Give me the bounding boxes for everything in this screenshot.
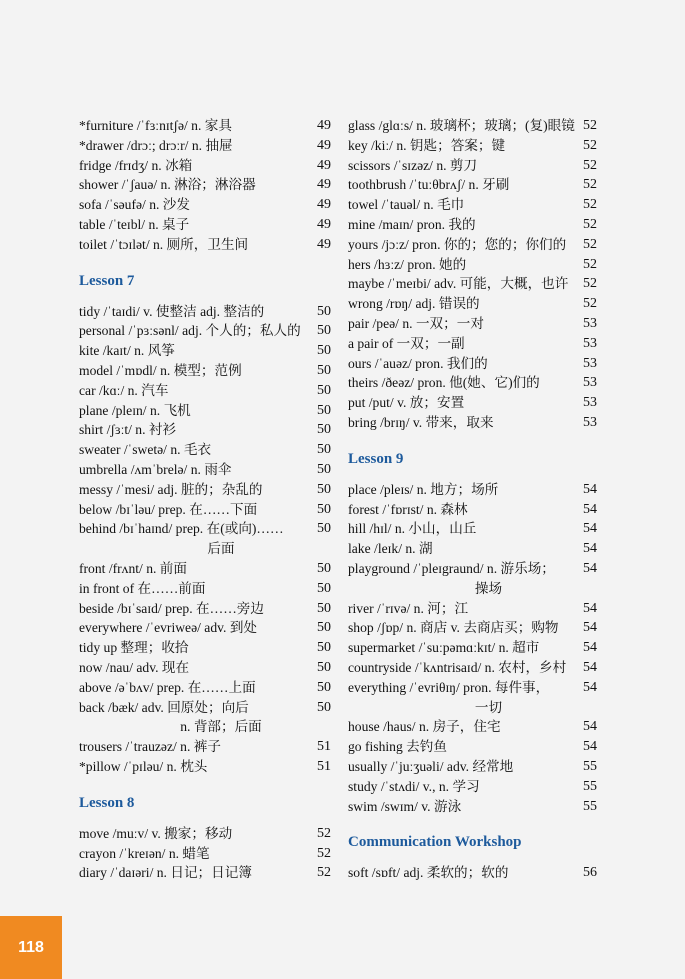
page-reference: 50 (317, 362, 331, 378)
vocab-continuation: n. 背部；后面 (180, 719, 262, 735)
page-reference: 50 (317, 521, 331, 537)
lesson-heading: Lesson 8 (79, 794, 135, 811)
page-reference: 55 (583, 758, 597, 774)
vocab-text: everywhere /ˈevriweə/ adv. 到处 (79, 620, 258, 636)
vocab-text: house /haus/ n. 房子，住宅 (348, 719, 501, 735)
page-reference: 50 (317, 560, 331, 576)
vocab-text: hers /hɜːz/ pron. 她的 (348, 256, 467, 272)
vocab-entry (79, 737, 333, 757)
vocab-entry (348, 255, 599, 275)
vocab-text: personal /ˈpɜːsənl/ adj. 个人的；私人的 (79, 323, 301, 339)
page-reference: 52 (583, 256, 597, 272)
vocab-entry (348, 797, 599, 817)
vocab-entry (348, 863, 599, 883)
vocab-text: tidy up 整理；收拾 (79, 640, 189, 656)
vocab-entry (79, 321, 333, 341)
vocab-text: messy /ˈmesi/ adj. 脏的；杂乱的 (79, 481, 263, 497)
page-reference: 50 (317, 580, 331, 596)
vocab-entry (348, 156, 599, 176)
vocab-entry (348, 757, 599, 777)
vocab-text: toilet /ˈtɔɪlət/ n. 厕所，卫生间 (79, 236, 249, 252)
vocab-text: playground /ˈpleɪgraund/ n. 游乐场； (348, 560, 555, 576)
vocab-text: umbrella /ʌmˈbrelə/ n. 雨伞 (79, 461, 232, 477)
page-reference: 51 (317, 739, 331, 755)
vocab-entry (348, 618, 599, 638)
page-reference: 49 (317, 236, 331, 252)
lesson-heading: Communication Workshop (348, 834, 522, 851)
vocab-text: behind /bɪˈhaɪnd/ prep. 在(或向)…… (79, 521, 284, 537)
vocab-text: in front of 在……前面 (79, 580, 206, 596)
vocab-text: key /kiː/ n. 钥匙；答案；键 (348, 137, 506, 153)
page-reference: 52 (317, 845, 331, 861)
page-reference: 52 (583, 118, 597, 133)
vocab-continuation: 操场 (474, 580, 503, 596)
vocab-entry (348, 116, 599, 136)
vocab-entry (79, 638, 333, 658)
page-reference: 52 (317, 825, 331, 841)
page-reference: 53 (583, 335, 597, 351)
vocab-entry (348, 294, 599, 314)
vocab-text: *furniture /ˈfɜːnɪtʃə/ n. 家具 (79, 118, 232, 133)
vocab-entry (348, 235, 599, 255)
vocab-text: model /ˈmɒdl/ n. 模型；范例 (79, 362, 242, 378)
vocab-text: glass /glɑːs/ n. 玻璃杯；玻璃；(复)眼镜 (348, 118, 575, 133)
page-reference: 49 (317, 137, 331, 153)
vocab-entry (348, 195, 599, 215)
page-reference: 50 (317, 303, 331, 319)
vocab-entry (79, 698, 333, 738)
page-reference: 53 (583, 414, 597, 430)
page-reference: 54 (583, 679, 597, 695)
page-reference: 49 (317, 177, 331, 193)
vocab-entry (348, 638, 599, 658)
page-reference: 50 (317, 382, 331, 398)
vocab-entry (348, 413, 599, 433)
vocab-text: river /ˈrɪvə/ n. 河；江 (348, 600, 469, 616)
vocab-entry (348, 480, 599, 500)
vocab-text: sofa /ˈsəufə/ n. 沙发 (79, 197, 190, 213)
vocab-entry (79, 579, 333, 599)
vocab-text: shirt /ʃɜːt/ n. 衬衫 (79, 422, 177, 438)
vocab-text: pair /peə/ n. 一双；一对 (348, 315, 484, 331)
vocab-text: wrong /rɒŋ/ adj. 错误的 (348, 296, 480, 312)
vocab-continuation: 后面 (207, 541, 235, 557)
page-reference: 52 (583, 137, 597, 153)
vocab-text: toothbrush /ˈtuːθbrʌʃ/ n. 牙刷 (348, 177, 510, 193)
page-reference: 50 (317, 442, 331, 458)
vocab-entry (79, 658, 333, 678)
vocab-entry (348, 599, 599, 619)
vocab-text: crayon /ˈkreɪən/ n. 蜡笔 (79, 845, 210, 861)
vocab-entry (79, 678, 333, 698)
page-reference: 52 (317, 865, 331, 881)
page-reference: 54 (583, 659, 597, 675)
vocab-entry (79, 361, 333, 381)
vocab-entry (79, 500, 333, 520)
page-reference: 50 (317, 699, 331, 715)
vocab-text: trousers /ˈtrauzəz/ n. 裤子 (79, 739, 221, 755)
vocab-text: shop /ʃɒp/ n. 商店 v. 去商店买；购物 (348, 620, 559, 636)
vocab-entry (348, 334, 599, 354)
vocab-entry (348, 777, 599, 797)
page-reference: 54 (583, 521, 597, 537)
page-reference: 54 (583, 560, 597, 576)
page-reference: 50 (317, 461, 331, 477)
page-reference: 55 (583, 778, 597, 794)
vocab-entry (348, 658, 599, 678)
vocab-entry (79, 195, 333, 215)
vocab-text: forest /ˈfɒrɪst/ n. 森林 (348, 501, 468, 517)
lesson-heading: Lesson 7 (79, 272, 135, 289)
page-reference: 49 (317, 197, 331, 213)
vocab-text: scissors /ˈsɪzəz/ n. 剪刀 (348, 157, 478, 173)
page-reference: 50 (317, 481, 331, 497)
vocab-entry (79, 215, 333, 235)
page-reference: 50 (317, 620, 331, 636)
vocab-text: soft /sɒft/ adj. 柔软的；软的 (348, 865, 509, 881)
vocab-entry (348, 500, 599, 520)
page-reference: 50 (317, 679, 331, 695)
vocab-entry (79, 559, 333, 579)
vocab-text: sweater /ˈswetə/ n. 毛衣 (79, 442, 212, 458)
vocab-text: mine /maɪn/ pron. 我的 (348, 216, 476, 232)
vocab-text: countryside /ˈkʌntrisaɪd/ n. 农村，乡村 (348, 659, 567, 675)
vocab-entry (79, 599, 333, 619)
page-reference: 50 (317, 600, 331, 616)
vocab-entry (348, 314, 599, 334)
vocab-entry (348, 175, 599, 195)
page-reference: 52 (583, 276, 597, 292)
page-reference: 52 (583, 177, 597, 193)
vocab-text: shower /ˈʃauə/ n. 淋浴；淋浴器 (79, 177, 256, 193)
page-reference: 54 (583, 739, 597, 755)
vocab-entry (348, 354, 599, 374)
vocab-entry (79, 136, 333, 156)
vocab-text: theirs /ðeəz/ pron. 他(她、它)们的 (348, 375, 540, 391)
vocab-entry (348, 678, 599, 718)
page-reference: 50 (317, 343, 331, 359)
left-column (79, 116, 333, 883)
vocab-text: front /frʌnt/ n. 前面 (79, 560, 187, 576)
page-reference: 50 (317, 640, 331, 656)
page-reference: 54 (583, 620, 597, 636)
page-reference: 50 (317, 323, 331, 339)
page-reference: 53 (583, 395, 597, 411)
page-reference: 54 (583, 600, 597, 616)
vocab-entry (348, 559, 599, 599)
vocab-entry (79, 844, 333, 864)
right-column (348, 116, 599, 883)
page-reference: 56 (583, 865, 597, 881)
vocab-text: car /kɑː/ n. 汽车 (79, 382, 169, 398)
vocab-entry (348, 539, 599, 559)
page-reference: 49 (317, 157, 331, 173)
vocab-entry (348, 274, 599, 294)
vocab-text: go fishing 去钓鱼 (348, 739, 447, 755)
vocab-entry (348, 215, 599, 235)
page-reference: 53 (583, 375, 597, 391)
vocab-entry (79, 302, 333, 322)
page-reference: 54 (583, 481, 597, 497)
vocab-text: above /əˈbʌv/ prep. 在……上面 (79, 679, 256, 695)
vocab-entry (79, 757, 333, 777)
page-reference: 54 (583, 501, 597, 517)
vocab-text: *pillow /ˈpɪləu/ n. 枕头 (79, 758, 208, 774)
page-reference: 52 (583, 236, 597, 252)
page-number-badge: 118 (0, 916, 62, 979)
vocab-text: *drawer /drɔː; drɔːr/ n. 抽屉 (79, 137, 233, 153)
vocab-text: put /put/ v. 放；安置 (348, 395, 465, 411)
vocab-entry (79, 420, 333, 440)
page-reference: 50 (317, 659, 331, 675)
vocab-text: study /ˈstʌdi/ v., n. 学习 (348, 778, 480, 794)
vocab-entry (79, 235, 333, 255)
vocab-entry (79, 480, 333, 500)
vocab-entry (79, 618, 333, 638)
vocab-text: back /bæk/ adv. 回原处；向后 (79, 699, 249, 715)
page-reference: 54 (583, 719, 597, 735)
page-reference: 49 (317, 216, 331, 232)
page-reference: 52 (583, 296, 597, 312)
vocab-text: usually /ˈjuːʒuəli/ adv. 经常地 (348, 758, 514, 774)
page-reference: 50 (317, 501, 331, 517)
page-reference: 52 (583, 216, 597, 232)
vocab-text: kite /kaɪt/ n. 风筝 (79, 343, 175, 359)
vocab-text: move /muːv/ v. 搬家；移动 (79, 825, 233, 841)
vocab-entry (348, 717, 599, 737)
vocab-text: towel /ˈtauəl/ n. 毛巾 (348, 197, 465, 213)
vocab-text: fridge /frɪdʒ/ n. 冰箱 (79, 157, 193, 173)
vocab-text: now /nau/ adv. 现在 (79, 659, 190, 675)
vocab-text: hill /hɪl/ n. 小山，山丘 (348, 521, 477, 537)
page-reference: 54 (583, 640, 597, 656)
vocab-text: swim /swɪm/ v. 游泳 (348, 798, 462, 814)
vocab-text: yours /jɔːz/ pron. 你的；您的；你们的 (348, 236, 567, 252)
vocab-entry (348, 737, 599, 757)
vocab-text: diary /ˈdaɪəri/ n. 日记；日记簿 (79, 865, 252, 881)
vocab-continuation: 一切 (474, 699, 503, 715)
vocab-entry (79, 440, 333, 460)
vocab-text: below /bɪˈləu/ prep. 在……下面 (79, 501, 258, 517)
vocab-entry (348, 519, 599, 539)
page-reference: 50 (317, 422, 331, 438)
vocab-entry (348, 393, 599, 413)
page-reference: 54 (583, 541, 597, 557)
vocab-entry (79, 863, 333, 883)
page-reference: 50 (317, 402, 331, 418)
vocab-text: tidy /ˈtaɪdi/ v. 使整洁 adj. 整洁的 (79, 303, 265, 319)
vocab-text: a pair of 一双；一副 (348, 335, 465, 351)
lesson-heading: Lesson 9 (348, 450, 404, 467)
vocab-text: maybe /ˈmeɪbi/ adv. 可能，大概，也许 (348, 276, 569, 292)
vocab-text: bring /brɪŋ/ v. 带来，取来 (348, 414, 494, 430)
page-reference: 52 (583, 197, 597, 213)
vocab-entry (79, 519, 333, 559)
vocab-entry (79, 381, 333, 401)
vocab-entry (348, 136, 599, 156)
vocab-text: beside /bɪˈsaɪd/ prep. 在……旁边 (79, 600, 264, 616)
vocab-text: supermarket /ˈsuːpəmɑːkɪt/ n. 超市 (348, 640, 540, 656)
vocab-entry (79, 824, 333, 844)
page-reference: 53 (583, 315, 597, 331)
vocab-text: lake /leɪk/ n. 湖 (348, 541, 433, 557)
vocab-text: ours /ˈauəz/ pron. 我们的 (348, 355, 488, 371)
vocab-text: everything /ˈevriθɪŋ/ pron. 每件事， (348, 679, 550, 695)
vocab-entry (79, 116, 333, 136)
page-reference: 53 (583, 355, 597, 371)
vocab-entry (79, 401, 333, 421)
page-reference: 49 (317, 118, 331, 133)
page-reference: 55 (583, 798, 597, 814)
page-reference: 52 (583, 157, 597, 173)
vocab-entry (79, 175, 333, 195)
page-reference: 51 (317, 758, 331, 774)
vocab-entry (79, 156, 333, 176)
vocab-text: table /ˈteɪbl/ n. 桌子 (79, 216, 190, 232)
vocab-entry (348, 373, 599, 393)
vocab-entry (79, 341, 333, 361)
vocab-text: place /pleɪs/ n. 地方；场所 (348, 481, 499, 497)
vocab-text: plane /pleɪn/ n. 飞机 (79, 402, 191, 418)
vocab-entry (79, 460, 333, 480)
